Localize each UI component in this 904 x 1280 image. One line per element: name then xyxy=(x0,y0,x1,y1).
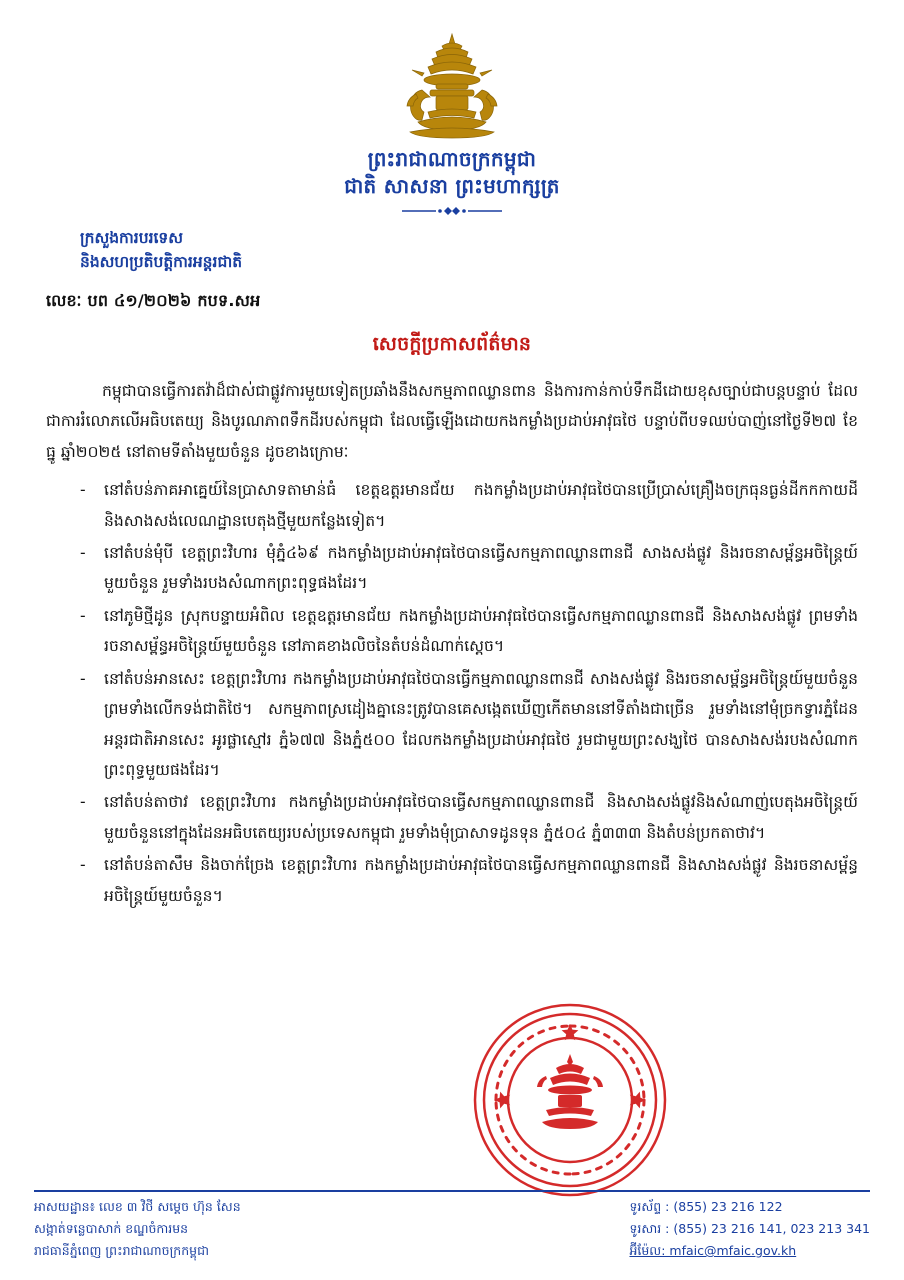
list-item xyxy=(46,538,858,599)
footer-address xyxy=(34,1196,241,1262)
footer-address-line-3: រាជធានីភ្នំពេញ ព្រះរាជាណាចក្រកម្ពុជា xyxy=(34,1243,209,1259)
intro-paragraph: កម្ពុជាបានធ្វើការតវ៉ាដ៏ជាស់ជាផ្លូវការមួយទៀតប្រឆាំងនឹងសកម្មភាពឈ្លានពាន និងការកាន់កាប់ទឹកដីដោយខុសច្បាប់ជាបន្តបន្ទាប់ ដែលជាការរំលោភលើអធិបតេយ្យ និងបូរណភាពទឹកដីរបស់កម្ពុជា ដែលធ្វើឡើងដោយកងកម្លាំងប្រដាប់អាវុធថៃ បន្ទាប់ពីបទឈប់បាញ់នៅថ្ងៃទី២៧ ខែធ្នូ ឆ្នាំ២០២៥ នៅតាមទីតាំងមួយចំនួន ដូចខាងក្រោមៈ xyxy=(46,382,858,461)
footer-contact xyxy=(629,1196,870,1262)
ministry-line-2: និងសហប្រតិបត្តិការអន្តរជាតិ xyxy=(80,253,243,272)
emblem-container xyxy=(46,32,858,144)
bullet-dash: - xyxy=(80,481,86,500)
reference-number: លេខៈ បព ៤១/២០២៦ កបទ.សអ xyxy=(46,291,261,311)
ministry-block xyxy=(80,226,858,274)
footer-fax: ទូរសារ : (855) 23 216 141, 023 213 341 xyxy=(629,1221,870,1237)
document-body xyxy=(46,376,858,911)
footer-phone: ទូរស័ព្ទ : (855) 23 216 122 xyxy=(629,1199,783,1215)
list-item-text: នៅភូមិថ្មីដូន ស្រុកបន្ទាយអំពិល ខេត្តឧត្តរមានជ័យ កងកម្លាំងប្រដាប់អាវុធថៃបានធ្វើសកម្មភាពឈ្លានពានជី និងសាងសង់ផ្លូវ ព្រមទាំងរចនាសម្ព័ន្ធអចិន្ត្រៃយ៍មួយចំនួន នៅភាគខាងលិចនៃតំបន់ដំណាក់ស្តេច។ xyxy=(104,606,858,656)
footer xyxy=(34,1196,870,1262)
footer-divider xyxy=(34,1190,870,1192)
bullet-dash: - xyxy=(80,669,86,688)
page-title: សេចក្តីប្រកាសព័ត៌មាន xyxy=(372,333,532,356)
list-item xyxy=(46,664,858,786)
kingdom-line-1: ព្រះរាជាណាចក្រកម្ពុជា xyxy=(367,147,537,171)
ministry-line-1: ក្រសួងការបរទេស xyxy=(80,229,184,247)
list-item xyxy=(46,787,858,848)
list-item-text: នៅតំបន់តាថាវ ខេត្តព្រះវិហារ កងកម្លាំងប្រដាប់អាវុធថៃបានធ្វើសកម្មភាពឈ្លានពានជី និងសាងសង់ផ្លូវនិងសំណាញ់បេតុងអចិន្ត្រៃយ៍មួយចំនួននៅក្នុងដែនអធិបតេយ្យរបស់ប្រទេសកម្ពុជា រួមទាំងមុំប្រាសាទដូនទុន ភ្នំ៥០៤ ភ្នំ៣៣៣ និងតំបន់ប្រកតាថាវ។ xyxy=(104,793,858,842)
bullet-dash: - xyxy=(80,544,86,563)
official-red-seal-icon xyxy=(470,1000,670,1200)
cambodia-royal-emblem-icon xyxy=(392,32,512,144)
kingdom-heading xyxy=(46,146,858,200)
list-item xyxy=(46,601,858,662)
bullet-dash: - xyxy=(80,856,86,875)
list-item-text: នៅតំបន់តាសឹម និងចាក់ច្រែង ខេត្តព្រះវិហារ កងកម្លាំងប្រដាប់អាវុធថៃបានធ្វើសកម្មភាពឈ្លានពានជី និងសាងសង់ផ្លូវ និងរចនាសម្ព័ន្ធអចិន្ត្រៃយ៍មួយចំនួន។ xyxy=(104,856,858,905)
footer-address-line-2: សង្កាត់ទន្លេបាសាក់ ខណ្ឌចំការមន xyxy=(34,1221,189,1237)
footer-email[interactable]: អ៊ីម៉ែល: mfaic@mfaic.gov.kh xyxy=(629,1243,797,1259)
list-item-text: នៅតំបន់មុំបី ខេត្តព្រះវិហារ មុំភ្នំ៤៦៩ កងកម្លាំងប្រដាប់អាវុធថៃបានធ្វើសកម្មភាពឈ្លានពានជី សាងសង់ផ្លូវ និងរចនាសម្ព័ន្ធអចិន្ត្រៃយ៍មួយចំនួន រួមទាំងរបងសំណាកព្រះពុទ្ធផងដែរ។ xyxy=(104,544,858,593)
kingdom-line-2: ជាតិ សាសនា ព្រះមហាក្សត្រ xyxy=(344,174,560,198)
list-item-text: នៅតំបន់ភាគអាគ្នេយ៍នៃប្រាសាទតាមាន់ធំ ខេត្តឧត្តរមានជ័យ កងកម្លាំងប្រដាប់អាវុធថៃបានប្រើប្រាស់គ្រឿងចក្រធុនធ្ងន់ដីកកកាយដី និងសាងសង់លេណដ្ឋានបេតុងថ្មីមួយកន្លែងទៀត។ xyxy=(104,481,858,530)
list-item xyxy=(46,475,858,536)
list-item-text: នៅតំបន់អានសេះ ខេត្តព្រះវិហារ កងកម្លាំងប្រដាប់អាវុធថៃបានធ្វើកម្មភាពឈ្លានពានជី សាងសង់ផ្លូវ និងរចនាសម្ព័ន្ធអចិន្ត្រៃយ៍មួយចំនួន ព្រមទាំងលើកទង់ជាតិថៃ។ សកម្មភាពស្រដៀងគ្នានេះត្រូវបានគេសង្កេតឃើញកើតមាននៅទីតាំងជាច្រើន រួមទាំងនៅមុំច្រកទ្វារភ្នំដែនអន្តរជាតិអានសេះ អូរផ្លាស្មៅរ ភ្នំ៦៧៧ និងភ្នំ៥០០ ដែលកងកម្លាំងប្រដាប់អាវុធថៃ រួមជាមួយព្រះសង្ឃថៃ បានសាងសង់របងសំណាកព្រះពុទ្ធមួយផងដែរ។ xyxy=(104,669,858,779)
bullet-list xyxy=(46,475,858,911)
bullet-dash: - xyxy=(80,606,86,625)
footer-address-line-1: អាសយដ្ឋាន៖ លេខ ៣ វិថី សម្តេច ហ៊ុន សែន xyxy=(34,1199,241,1215)
bullet-dash: - xyxy=(80,793,86,812)
list-item xyxy=(46,850,858,911)
decorative-divider-icon xyxy=(392,206,512,216)
